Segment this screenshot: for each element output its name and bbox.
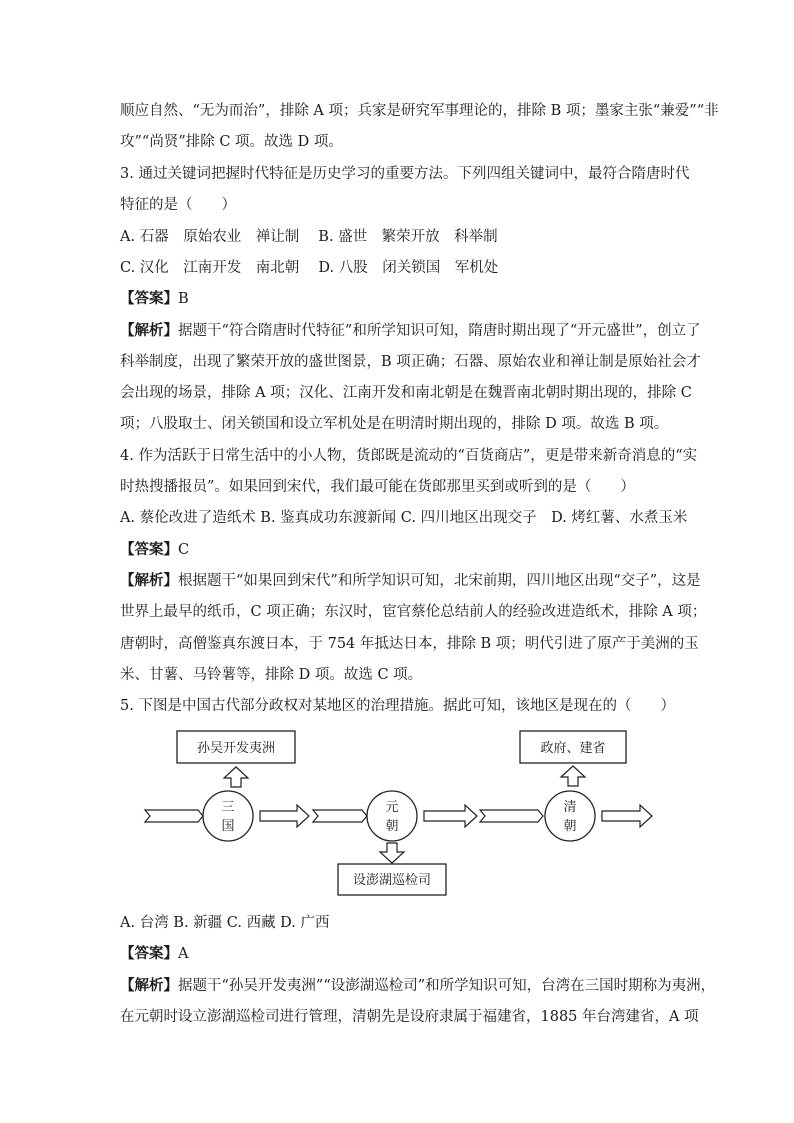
box-penghu-text: 设澎湖巡检司 [352, 873, 432, 888]
intro-line-1: 顺应自然、“无为而治”，排除 A 项；兵家是研究军事理论的，排除 B 项；墨家主张“兼爱”“非 [120, 103, 719, 119]
q3-stem-line-2: 特征的是（ ） [120, 197, 236, 213]
q3-analysis-label: 【解析】 [120, 322, 178, 339]
feather-arrow-icon [313, 810, 367, 822]
q5-analysis-line-2: 在元朝时设立澎湖巡检司进行管理，清朝先是设府隶属于福建省，1885 年台湾建省，A 项 [120, 1009, 699, 1025]
q5-answer [120, 944, 680, 964]
q5-answer-value: A [178, 946, 189, 962]
q4-analysis-line-1 [120, 571, 701, 591]
right-arrow-icon [602, 805, 652, 827]
q4-options: A. 蔡伦改进了造纸术 B. 鉴真成功东渡新闻 C. 四川地区出现交子 D. 烤红薯、水煮玉米 [120, 510, 688, 526]
q5-diagram [140, 728, 660, 898]
q3-answer-value: B [178, 291, 189, 307]
right-arrow-icon [424, 805, 477, 827]
box-jiansheng-text: 政府、建省 [540, 741, 606, 756]
q4-analysis-line-4: 米、甘薯、马铃薯等，排除 D 项。故选 C 项。 [120, 667, 423, 683]
circle-qingchao-text-1: 清 [563, 800, 577, 815]
q5-answer-label: 【答案】 [120, 945, 178, 962]
q4-answer-value: C [178, 542, 190, 558]
q3-stem-line-1: 3. 通过关键词把握时代特征是历史学习的重要方法。下列四组关键词中，最符合隋唐时代 [120, 166, 690, 182]
q5-analysis-text-1: 据题干“孙吴开发夷洲”“设澎湖巡检司”和所学知识可知，台湾在三国时期称为夷洲， [178, 978, 716, 994]
q5-stem: 5. 下图是中国古代部分政权对某地区的治理措施。据此可知，该地区是现在的（ ） [120, 698, 675, 714]
circle-yuanchao-text-1: 元 [385, 800, 399, 815]
q5-analysis-label: 【解析】 [120, 977, 178, 994]
circle-sanguo-text-2: 国 [221, 819, 235, 834]
q4-analysis-label: 【解析】 [120, 572, 178, 589]
q3-analysis-line-2: 科举制度，出现了繁荣开放的盛世图景，B 项正确；石器、原始农业和禅让制是原始社会才 [120, 354, 701, 370]
q3-options-line-1: A. 石器 原始农业 禅让制 B. 盛世 繁荣开放 科举制 [120, 229, 498, 245]
q3-analysis-line-1 [120, 321, 701, 341]
q3-analysis-text-1: 据题干“符合隋唐时代特征”和所学知识可知，隋唐时期出现了“开元盛世”，创立了 [178, 323, 701, 339]
down-arrow-icon [380, 843, 404, 863]
q4-stem-line-1: 4. 作为活跃于日常生活中的小人物，货郎既是流动的“百货商店”，更是带来新奇消息的“实 [120, 448, 698, 464]
q3-answer [120, 289, 680, 309]
q4-analysis-line-3: 唐朝时，高僧鉴真东渡日本，于 754 年抵达日本，排除 B 项；明代引进了原产于美洲的玉 [120, 636, 699, 652]
q3-analysis-line-4: 项；八股取士、闭关锁国和设立军机处是在明清时期出现的，排除 D 项。故选 B 项。 [120, 416, 669, 432]
q4-analysis-line-2: 世界上最早的纸币，C 项正确；东汉时，宦官蔡伦总结前人的经验改进造纸术，排除 A 项； [120, 604, 707, 620]
feather-arrow-icon [480, 810, 543, 822]
q5-analysis-line-1 [120, 976, 716, 996]
intro-line-2: 攻”“尚贤”排除 C 项。故选 D 项。 [120, 134, 343, 150]
q3-answer-label: 【答案】 [120, 290, 178, 307]
box-sunwu-text: 孙吴开发夷洲 [196, 741, 276, 756]
q4-answer-label: 【答案】 [120, 541, 178, 558]
arrow-start-icon [145, 810, 203, 822]
circle-qingchao-text-2: 朝 [563, 819, 577, 834]
right-arrow-icon [260, 805, 309, 827]
q3-analysis-line-3: 会出现的场景，排除 A 项；汉化、江南开发和南北朝是在魏晋南北朝时期出现的，排除 C [120, 385, 692, 401]
q4-stem-line-2: 时热搜播报员”。如果回到宋代，我们最可能在货郎那里买到或听到的是（ ） [120, 479, 635, 495]
up-arrow-icon [561, 766, 585, 786]
circle-sanguo-text-1: 三 [221, 800, 235, 815]
q5-options: A. 台湾 B. 新疆 C. 西藏 D. 广西 [120, 915, 330, 931]
q4-answer [120, 540, 680, 560]
q4-analysis-text-1: 根据题干“如果回到宋代”和所学知识可知，北宋前期，四川地区出现“交子”，这是 [178, 573, 701, 589]
q3-options-line-2: C. 汉化 江南开发 南北朝 D. 八股 闭关锁国 军机处 [120, 260, 499, 276]
up-arrow-icon [224, 767, 248, 787]
circle-yuanchao-text-2: 朝 [385, 819, 399, 834]
